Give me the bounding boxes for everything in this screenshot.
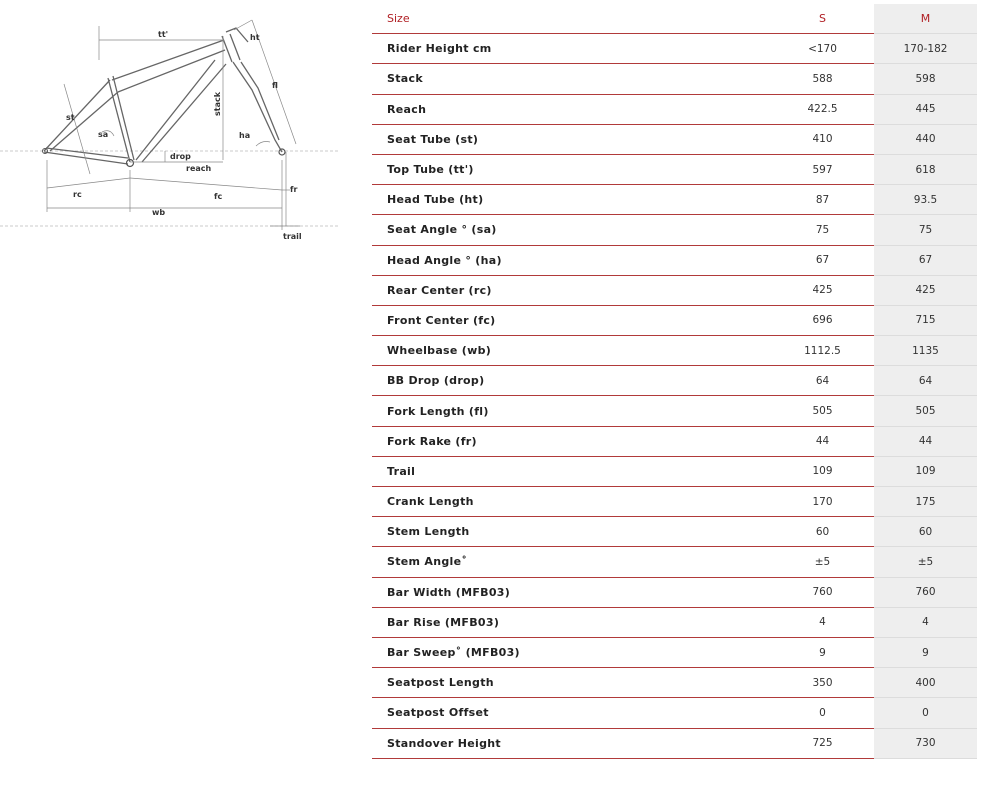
table-row: [372, 607, 977, 637]
label-st: st: [66, 113, 75, 122]
row-label: Trail: [372, 456, 771, 486]
table-row: [372, 124, 977, 154]
table-row: [372, 94, 977, 124]
row-label: Crank Length: [372, 487, 771, 517]
table-header-row: [372, 4, 977, 34]
table-row: [372, 215, 977, 245]
row-value-s: 505: [771, 396, 874, 426]
table-row: [372, 366, 977, 396]
row-value-m: 760: [874, 577, 977, 607]
row-value-s: 64: [771, 366, 874, 396]
row-label: Stem Angle˚: [372, 547, 771, 577]
row-value-m: 64: [874, 366, 977, 396]
row-label: Seatpost Offset: [372, 698, 771, 728]
row-label: Front Center (fc): [372, 305, 771, 335]
label-ha: ha: [239, 131, 251, 140]
row-value-m: 175: [874, 487, 977, 517]
row-label: Stack: [372, 64, 771, 94]
table-row: [372, 456, 977, 486]
row-label: Fork Rake (fr): [372, 426, 771, 456]
header-size: Size: [372, 4, 771, 34]
row-label: BB Drop (drop): [372, 366, 771, 396]
label-stack: stack: [213, 91, 222, 116]
label-fr: fr: [290, 185, 298, 194]
row-value-m: 400: [874, 668, 977, 698]
row-value-m: 598: [874, 64, 977, 94]
bike-frame: [44, 28, 282, 164]
row-label: Standover Height: [372, 728, 771, 758]
row-label: Stem Length: [372, 517, 771, 547]
table-row: [372, 185, 977, 215]
row-value-s: 760: [771, 577, 874, 607]
row-value-m: 440: [874, 124, 977, 154]
geometry-table: [372, 4, 977, 759]
row-value-s: 350: [771, 668, 874, 698]
table-row: [372, 245, 977, 275]
row-value-m: 93.5: [874, 185, 977, 215]
row-value-s: 597: [771, 154, 874, 184]
row-value-s: 0: [771, 698, 874, 728]
table-row: [372, 396, 977, 426]
row-value-m: ±5: [874, 547, 977, 577]
row-label: Seatpost Length: [372, 668, 771, 698]
header-size-m: M: [874, 4, 977, 34]
row-value-m: 0: [874, 698, 977, 728]
table-row: [372, 487, 977, 517]
row-value-s: 87: [771, 185, 874, 215]
row-label: Top Tube (tt'): [372, 154, 771, 184]
table-row: [372, 275, 977, 305]
row-label: Rider Height cm: [372, 34, 771, 64]
table-row: [372, 698, 977, 728]
row-value-m: 9: [874, 637, 977, 667]
row-value-m: 445: [874, 94, 977, 124]
row-label: Head Angle ° (ha): [372, 245, 771, 275]
row-label: Head Tube (ht): [372, 185, 771, 215]
label-sa: sa: [98, 130, 109, 139]
label-reach: reach: [186, 164, 212, 173]
frame-geometry-diagram: [0, 0, 345, 250]
label-tt: tt': [158, 30, 169, 39]
row-value-s: 425: [771, 275, 874, 305]
row-value-s: 725: [771, 728, 874, 758]
table-row: [372, 577, 977, 607]
label-drop: drop: [170, 152, 191, 161]
row-label: Reach: [372, 94, 771, 124]
table-row: [372, 668, 977, 698]
table-row: [372, 728, 977, 758]
table-row: [372, 64, 977, 94]
table-row: [372, 517, 977, 547]
row-value-s: 422.5: [771, 94, 874, 124]
row-value-m: 618: [874, 154, 977, 184]
table-row: [372, 154, 977, 184]
row-value-m: 75: [874, 215, 977, 245]
row-value-s: 4: [771, 607, 874, 637]
row-value-m: 67: [874, 245, 977, 275]
row-value-s: 9: [771, 637, 874, 667]
row-label: Bar Width (MFB03): [372, 577, 771, 607]
row-value-m: 109: [874, 456, 977, 486]
row-value-s: 170: [771, 487, 874, 517]
label-rc: rc: [73, 190, 82, 199]
row-label: Fork Length (fl): [372, 396, 771, 426]
table-row: [372, 305, 977, 335]
row-value-s: 75: [771, 215, 874, 245]
row-value-m: 730: [874, 728, 977, 758]
row-value-s: 60: [771, 517, 874, 547]
row-label: Rear Center (rc): [372, 275, 771, 305]
row-value-s: 410: [771, 124, 874, 154]
row-label: Seat Angle ° (sa): [372, 215, 771, 245]
table-row: [372, 547, 977, 577]
row-value-s: <170: [771, 34, 874, 64]
row-value-m: 505: [874, 396, 977, 426]
label-fc: fc: [214, 192, 223, 201]
row-value-m: 60: [874, 517, 977, 547]
label-trail: trail: [283, 232, 302, 241]
row-value-s: 696: [771, 305, 874, 335]
row-value-m: 170-182: [874, 34, 977, 64]
row-value-s: 588: [771, 64, 874, 94]
label-fl: fl: [272, 81, 278, 90]
row-label: Bar Rise (MFB03): [372, 607, 771, 637]
row-value-s: 1112.5: [771, 336, 874, 366]
label-ht: ht: [250, 33, 260, 42]
row-value-m: 1135: [874, 336, 977, 366]
label-wb: wb: [152, 208, 166, 217]
header-size-s: S: [771, 4, 874, 34]
table-row: [372, 637, 977, 667]
row-value-m: 715: [874, 305, 977, 335]
row-value-s: 44: [771, 426, 874, 456]
row-label: Bar Sweep˚ (MFB03): [372, 637, 771, 667]
table-row: [372, 336, 977, 366]
row-value-s: ±5: [771, 547, 874, 577]
row-value-s: 109: [771, 456, 874, 486]
row-label: Wheelbase (wb): [372, 336, 771, 366]
row-value-s: 67: [771, 245, 874, 275]
row-value-m: 44: [874, 426, 977, 456]
table-row: [372, 34, 977, 64]
table-row: [372, 426, 977, 456]
row-label: Seat Tube (st): [372, 124, 771, 154]
row-value-m: 425: [874, 275, 977, 305]
row-value-m: 4: [874, 607, 977, 637]
